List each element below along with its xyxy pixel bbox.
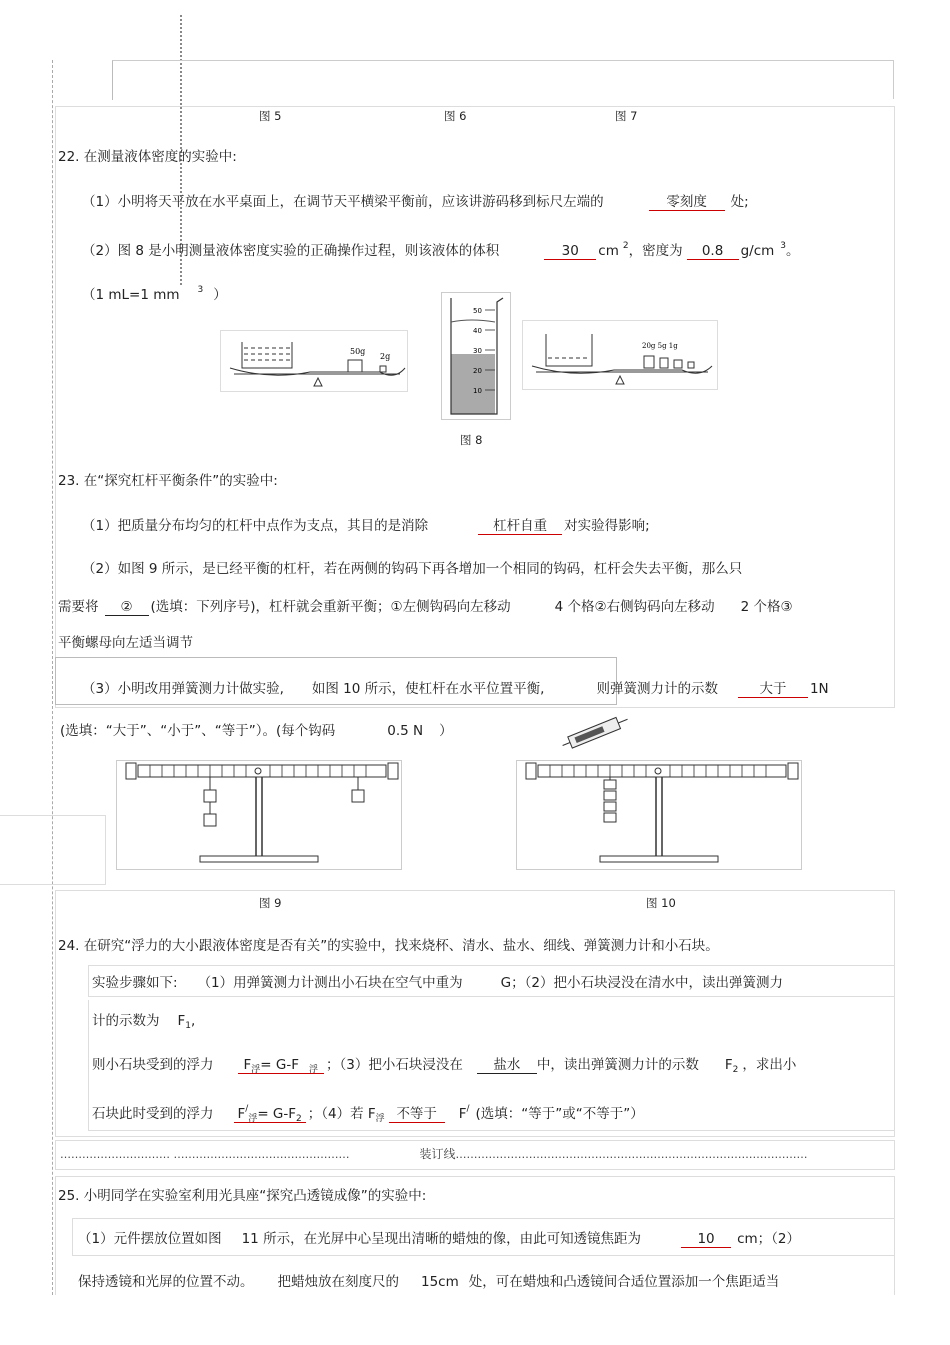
binding-label: 装订线 (419, 1147, 456, 1161)
margin-line-left (52, 60, 53, 1295)
fig10-lever (516, 760, 802, 870)
q23-p3-mid2: 则弹簧测力计的示数 (596, 681, 718, 697)
q23-p3-pre: （3）小明改用弹簧测力计做实验, (82, 681, 284, 697)
q24-ans2-prime: / (245, 1104, 249, 1114)
q22-answer-zero-mark: 零刻度 (649, 190, 725, 211)
q23-p1-post: 对实验得影响; (564, 518, 650, 534)
q24-s3-pre: 则小石块受到的浮力 (92, 1057, 214, 1073)
q23-answer-greater: 大于 (738, 677, 808, 698)
q24-s2-sub: 1 (185, 1021, 191, 1031)
q22-unit-gcm: g/cm (740, 243, 775, 259)
q24-ans1-f: F (243, 1057, 252, 1073)
q22-title: 22. 在测量液体密度的实验中: (58, 149, 237, 165)
q24-steps-line1 (92, 971, 783, 991)
q25-title: 25. 小明同学在实验室利用光具座“探究凸透镜成像”的实验中: (58, 1188, 427, 1204)
q24-s2-f: F (177, 1013, 186, 1029)
caption-fig5: 图 5 (259, 109, 282, 123)
q24-s2-end: , (191, 1013, 196, 1029)
q25-p2-post: 处，可在蜡烛和凸透镜间合适位置添加一个焦距适当 (468, 1274, 780, 1290)
q23-title: 23. 在“探究杠杆平衡条件”的实验中: (58, 473, 278, 489)
q23-part2-line2 (58, 595, 793, 616)
q22-part3 (82, 283, 227, 303)
q23-part3-line2 (60, 719, 453, 739)
q24-answer-buoyancy2 (234, 1106, 306, 1123)
q25-p2-mid: 把蜡烛放在刻度尺的 (277, 1274, 399, 1290)
q24-s3-post: 中，读出弹簧测力计的示数 (536, 1057, 699, 1073)
q22-part1 (82, 190, 749, 211)
q22-answer-density: 0.8 (687, 243, 739, 260)
q22-p1-pre: （1）小明将天平放在水平桌面上，在调节天平横梁平衡前，应该讲游码移到标尺左端的 (82, 194, 604, 210)
caption-fig9: 图 9 (259, 896, 282, 910)
caption-fig8: 图 8 (460, 433, 483, 447)
q24-s4-mid: ；（4）若 F (307, 1106, 376, 1122)
q23-part2-line1: （2）如图 9 所示，是已经平衡的杠杆，若在两侧的钩码下再各增加一个相同的钩码，杠杆会失去平衡，那么只 (82, 561, 743, 577)
q24-answer-not-equal: 不等于 (389, 1102, 445, 1123)
q24-steps-line3 (92, 1053, 796, 1074)
q22-unit-cm: cm (598, 243, 619, 259)
q23-part2-line3: 平衡螺母向左适当调节 (58, 635, 193, 651)
spring-scale-image (560, 712, 632, 752)
q22-part2 (82, 239, 800, 260)
q22-p1-post: 处; (730, 194, 749, 210)
q24-steps-line2 (92, 1009, 195, 1029)
caption-fig7: 图 7 (615, 109, 638, 123)
cyl-tick-50: 50 (473, 307, 482, 315)
fig8-balance-left (220, 330, 408, 392)
q24-ans1-sub2: 浮 (308, 1065, 318, 1075)
fig8-masses-right: 20g 5g 1g (642, 342, 678, 350)
fig8-mass-2g: 2g (380, 352, 391, 361)
frame-top (112, 60, 894, 99)
q24-s3-mid: ；（3）把小石块浸没在 (326, 1057, 463, 1073)
cyl-tick-10: 10 (473, 387, 482, 395)
q23-p2-pre: 需要将 (58, 599, 99, 615)
q23-p3-line2-val: 0.5 N (387, 723, 424, 739)
q23-p2-post: (选填：下列序号)，杠杆就会重新平衡；①左侧钩码向左移动 (150, 599, 511, 615)
fig8-balance-right (522, 320, 718, 390)
q23-p3-line2-pre: (选填：“大于”、“小于”、“等于”）。(每个钩码 (60, 723, 336, 739)
q22-answer-volume: 30 (544, 243, 596, 260)
fig9-lever (116, 760, 402, 870)
q24-ans2-sub: 浮 (248, 1114, 258, 1124)
fig8-graduated-cylinder (441, 292, 511, 420)
caption-fig6: 图 6 (444, 109, 467, 123)
q25-part2 (78, 1270, 779, 1290)
cyl-tick-40: 40 (473, 327, 482, 335)
q24-s3-f2sub: 2 (732, 1065, 739, 1075)
q22-p3-pre: （1 mL=1 mm (82, 287, 180, 303)
q25-p2-pre: 保持透镜和光屏的位置不动。 (78, 1274, 254, 1290)
q22-unit-exp2: 3 (780, 241, 787, 251)
cyl-tick-30: 30 (473, 347, 482, 355)
q24-s4-pre: 石块此时受到的浮力 (92, 1106, 214, 1122)
q23-p2-opt2: 2 个格③ (740, 599, 793, 615)
q24-ans1-eq: = G-F (260, 1057, 299, 1073)
q24-ans1-sub: 浮 (251, 1065, 261, 1075)
q23-p1-pre: （1）把质量分布均匀的杠杆中点作为支点，其目的是消除 (82, 518, 429, 534)
q24-s3-end: ，求出小 (742, 1057, 797, 1073)
q25-part1 (78, 1227, 800, 1248)
q24-s4-post: (选填：“等于”或“不等于”） (475, 1106, 644, 1122)
q23-p3-mid: 如图 10 所示，使杠杆在水平位置平衡, (311, 681, 545, 697)
q24-ans2-f: F (237, 1106, 246, 1122)
q23-answer-self-weight: 杠杆自重 (478, 514, 562, 535)
q24-s4-f: F (458, 1106, 467, 1122)
q25-answer-focal-length: 10 (681, 1231, 731, 1248)
q24-steps-line4 (92, 1102, 644, 1123)
q22-p3-post: ） (213, 287, 227, 303)
q24-ans2-eq: = G-F (257, 1106, 297, 1122)
caption-fig10: 图 10 (646, 896, 676, 910)
q23-p3-line2-post: ） (439, 723, 453, 739)
cyl-tick-20: 20 (473, 367, 482, 375)
q22-p2-end: 。 (786, 243, 800, 259)
q25-p1-fig: 11 所示，在光屏中心呈现出清晰的蜡烛的像，由此可知透镜焦距为 (241, 1231, 642, 1247)
binding-dots-right: …………………………………………………………………………………… (455, 1148, 808, 1161)
q23-p2-opt1: 4 个格②右侧钩码向左移动 (554, 599, 715, 615)
q23-part3 (82, 677, 829, 698)
q24-ans2-sub2: 2 (296, 1114, 302, 1124)
q24-s4-mid-sub: 浮 (375, 1114, 385, 1124)
q22-p2-mid: ，密度为 (628, 243, 683, 259)
q23-answer-option: ② (105, 599, 149, 616)
q24-title: 24. 在研究“浮力的大小跟液体密度是否有关”的实验中，找来烧杯、清水、盐水、细线、弹簧测力计和小石块。 (58, 938, 719, 954)
q24-s4-prime: / (466, 1104, 470, 1114)
fig8-mass-50g: 50g (350, 347, 366, 356)
q23-p3-post: 1N (809, 681, 829, 697)
q24-s1-g: G；（2）把小石块浸没在清水中，读出弹簧测力 (500, 975, 783, 991)
q24-answer-buoyancy1 (238, 1057, 325, 1074)
q24-s3-f2: F (724, 1057, 733, 1073)
q24-s1-step1: （1）用弹簧测力计测出小石块在空气中重为 (197, 975, 463, 991)
q25-p2-val: 15cm (421, 1274, 459, 1290)
q22-p2-pre: （2）图 8 是小明测量液体密度实验的正确操作过程，则该液体的体积 (82, 243, 500, 259)
q24-s2: 计的示数为 (92, 1013, 160, 1029)
binding-line (60, 1145, 808, 1162)
binding-dots-left: ………………………… ………………………………………… (60, 1148, 350, 1161)
q22-p3-exp: 3 (197, 285, 204, 295)
q25-p1-post: cm；（2） (737, 1231, 800, 1247)
q22-unit-exp1: 2 (622, 241, 629, 251)
q25-p1-pre: （1）元件摆放位置如图 (78, 1231, 222, 1247)
q24-s1-pre: 实验步骤如下: (92, 975, 178, 991)
q24-answer-saltwater: 盐水 (477, 1053, 537, 1074)
frame-fig9 (0, 815, 106, 885)
q23-part1 (82, 514, 650, 535)
